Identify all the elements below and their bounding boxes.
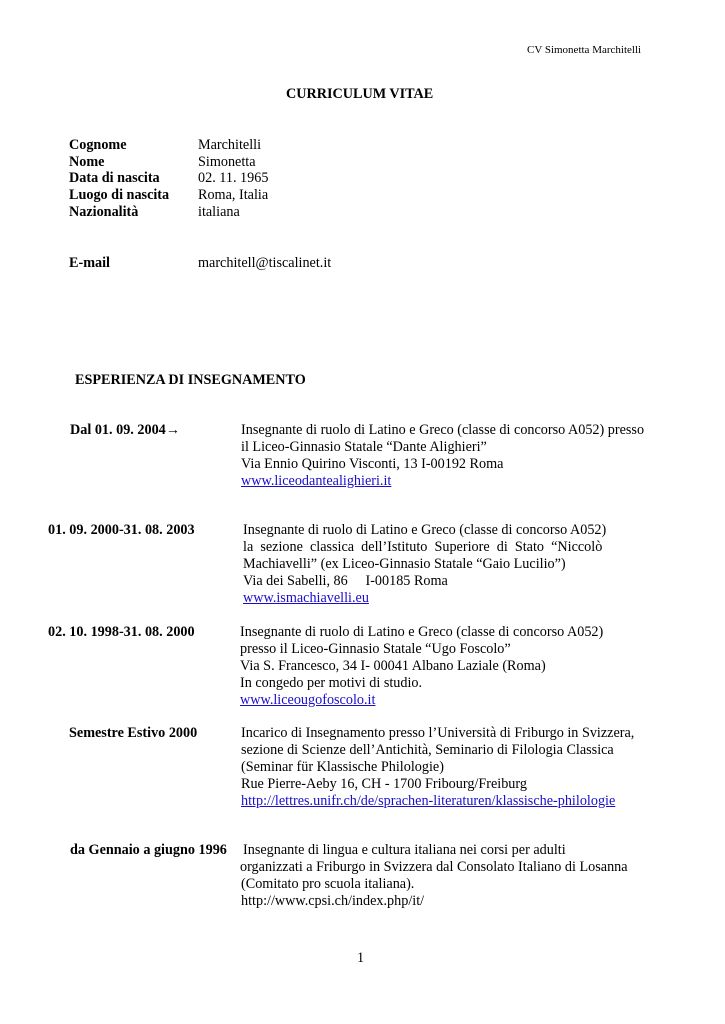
school-website-link[interactable]: www.liceodantealighieri.it — [241, 473, 392, 489]
description-line: Via Ennio Quirino Visconti, 13 I-00192 Roma — [241, 456, 504, 472]
value-luogo-di-nascita: Roma, Italia — [198, 187, 269, 203]
description-line: (Seminar für Klassische Philologie) — [241, 759, 444, 775]
section-title-experience: ESPERIENZA DI INSEGNAMENTO — [75, 372, 306, 388]
label-email: E-mail — [69, 255, 110, 271]
page-number: 1 — [357, 950, 365, 966]
description-line: Machiavelli” (ex Liceo-Ginnasio Statale “Gaio Lucilio”) — [243, 556, 566, 572]
description-line: il Liceo-Ginnasio Statale “Dante Alighieri” — [241, 439, 487, 455]
experience-date: Dal 01. 09. 2004→ — [70, 422, 180, 438]
running-header: CV Simonetta Marchitelli — [527, 44, 642, 56]
label-nazionalita: Nazionalità — [69, 204, 139, 220]
description-line: sezione di Scienze dell’Antichità, Seminario di Filologia Classica — [241, 742, 614, 758]
school-website-link[interactable]: www.liceougofoscolo.it — [240, 692, 376, 708]
label-data-di-nascita: Data di nascita — [69, 170, 160, 186]
value-nazionalita: italiana — [198, 204, 240, 220]
university-website-link[interactable]: http://lettres.unifr.ch/de/sprachen-literaturen/klassische-philologie — [241, 793, 616, 809]
description-line: Rue Pierre-Aeby 16, CH - 1700 Fribourg/Freiburg — [241, 776, 527, 792]
label-nome: Nome — [69, 154, 105, 170]
value-data-di-nascita: 02. 11. 1965 — [198, 170, 269, 186]
experience-description — [243, 522, 657, 607]
value-email: marchitell@tiscalinet.it — [198, 255, 332, 271]
description-line: Incarico di Insegnamento presso l’Università di Friburgo in Svizzera, — [241, 725, 635, 741]
value-nome: Simonetta — [198, 154, 256, 170]
document-title: CURRICULUM VITAE — [286, 86, 434, 102]
experience-date: Semestre Estivo 2000 — [69, 725, 198, 741]
experience-date: 01. 09. 2000-31. 08. 2003 — [48, 522, 195, 538]
experience-description — [240, 624, 657, 709]
school-website-link[interactable]: www.ismachiavelli.eu — [243, 590, 369, 606]
description-line: Insegnante di ruolo di Latino e Greco (classe di concorso A052) — [243, 522, 607, 538]
description-line: http://www.cpsi.ch/index.php/it/ — [241, 893, 425, 909]
label-cognome: Cognome — [69, 137, 127, 153]
label-luogo-di-nascita: Luogo di nascita — [69, 187, 170, 203]
description-line: Via S. Francesco, 34 I- 00041 Albano Laziale (Roma) — [240, 658, 546, 674]
value-cognome: Marchitelli — [198, 137, 262, 153]
description-line: In congedo per motivi di studio. — [240, 675, 423, 691]
experience-date: 02. 10. 1998-31. 08. 2000 — [48, 624, 195, 640]
experience-description — [240, 842, 657, 910]
experience-description — [241, 422, 657, 490]
description-line: presso il Liceo-Ginnasio Statale “Ugo Foscolo” — [240, 641, 511, 657]
experience-date: da Gennaio a giugno 1996 — [70, 842, 227, 858]
description-line: la sezione classica dell’Istituto Superiore di Stato “Niccolò — [243, 539, 603, 555]
description-line: Via dei Sabelli, 86 I-00185 Roma — [243, 573, 448, 589]
description-line: Insegnante di lingua e cultura italiana nei corsi per adulti — [243, 842, 566, 858]
description-line: organizzati a Friburgo in Svizzera dal Consolato Italiano di Losanna — [240, 859, 628, 875]
experience-description — [241, 725, 657, 810]
description-line: Insegnante di ruolo di Latino e Greco (classe di concorso A052) — [240, 624, 604, 640]
description-line: (Comitato pro scuola italiana). — [241, 876, 415, 892]
description-line: Insegnante di ruolo di Latino e Greco (classe di concorso A052) presso — [241, 422, 645, 438]
